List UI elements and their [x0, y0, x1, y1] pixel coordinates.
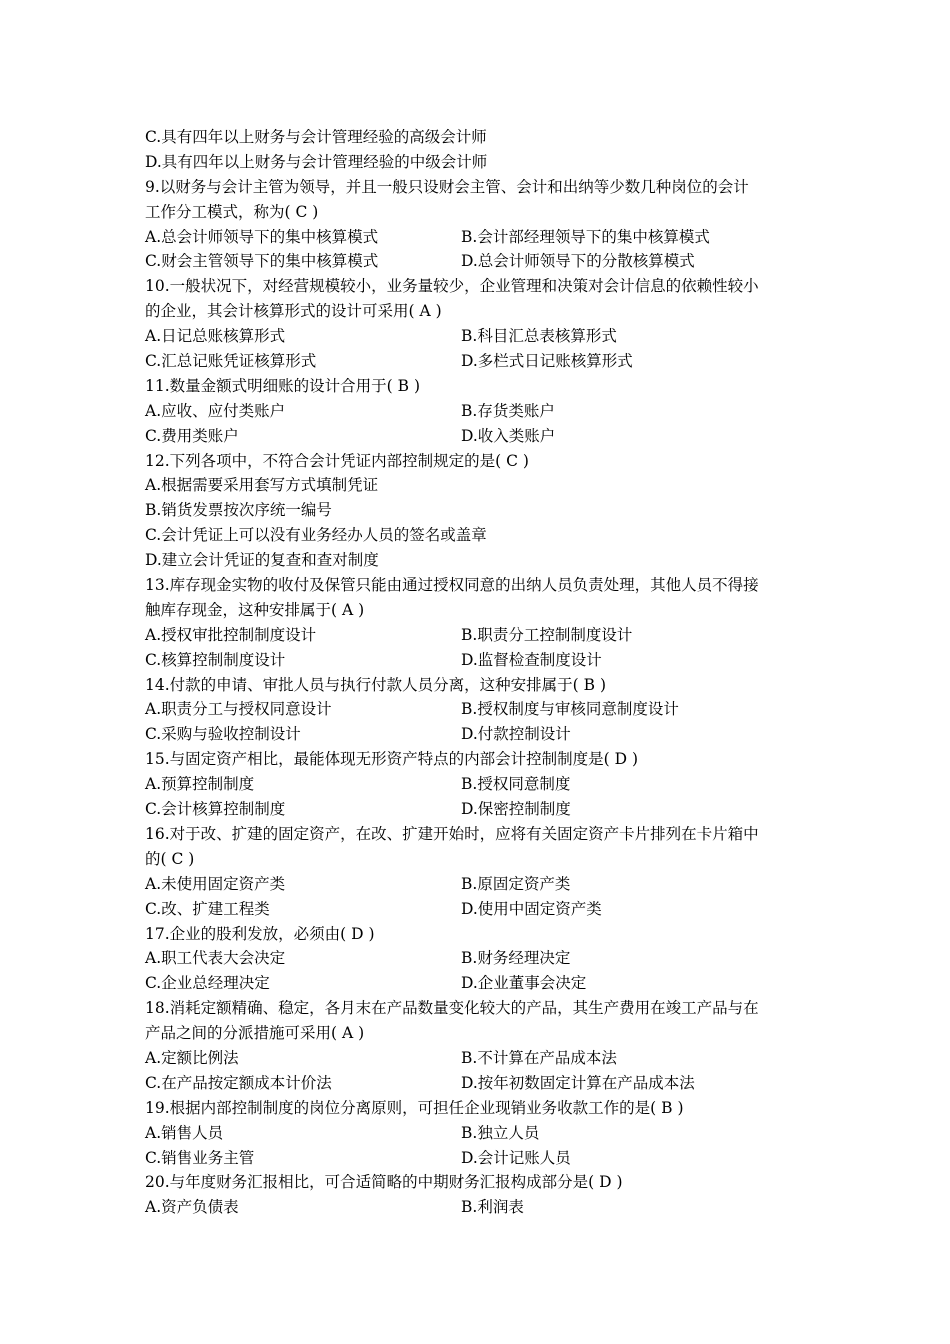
option-left: C.费用类账户 — [145, 426, 239, 445]
option-line: C.会计凭证上可以没有业务经办人员的签名或盖章 — [145, 526, 487, 545]
question-stem: 15.与固定资产相比，最能体现无形资产特点的内部会计控制制度是( D ) — [145, 750, 639, 769]
option-right: D.保密控制制度 — [461, 800, 571, 819]
option-left: C.在产品按定额成本计价法 — [145, 1073, 332, 1092]
option-left: A.日记总账核算形式 — [145, 327, 286, 346]
option-right: B.科目汇总表核算形式 — [461, 327, 617, 346]
option-row — [145, 772, 815, 797]
option-right: B.财务经理决定 — [461, 949, 571, 968]
question-stem: 9.以财务与会计主管为领导，并且一般只设财会主管、会计和出纳等少数几种岗位的会计 — [145, 177, 749, 196]
option-row — [145, 225, 815, 250]
question-stem: 触库存现金，这种安排属于( A ) — [145, 600, 365, 619]
option-right: B.职责分工控制制度设计 — [461, 625, 633, 644]
question-stem: 的( C ) — [145, 849, 195, 868]
question-stem: 10.一般状况下，对经营规模较小，业务量较少，企业管理和决策对会计信息的依赖性较小 — [145, 277, 759, 296]
option-row — [145, 1195, 815, 1220]
question-stem: 的企业，其会计核算形式的设计可采用( A ) — [145, 302, 442, 321]
option-left: A.资产负债表 — [145, 1198, 239, 1217]
option-right: D.付款控制设计 — [461, 725, 571, 744]
option-right: B.不计算在产品成本法 — [461, 1048, 617, 1067]
question-stem: 16.对于改、扩建的固定资产，在改、扩建开始时，应将有关固定资产卡片排列在卡片箱中 — [145, 824, 759, 843]
option-left: A.应收、应付类账户 — [145, 401, 286, 420]
option-row — [145, 349, 815, 374]
option-right: D.总会计师领导下的分散核算模式 — [461, 252, 695, 271]
option-row — [145, 648, 815, 673]
option-line: A.根据需要采用套写方式填制凭证 — [145, 476, 379, 495]
option-row — [145, 722, 815, 747]
option-row — [145, 1121, 815, 1146]
question-stem: 11.数量金额式明细账的设计合用于( B ) — [145, 376, 420, 395]
option-right: D.按年初数固定计算在产品成本法 — [461, 1073, 695, 1092]
option-right: B.利润表 — [461, 1198, 524, 1217]
question-block — [145, 573, 815, 673]
option-right: B.存货类账户 — [461, 401, 555, 420]
option-row — [145, 697, 815, 722]
question-block — [145, 1096, 815, 1171]
option-right: B.会计部经理领导下的集中核算模式 — [461, 227, 710, 246]
option-right: D.使用中固定资产类 — [461, 899, 602, 918]
question-stem: 工作分工模式，称为( C ) — [145, 202, 319, 221]
option-line: D.具有四年以上财务与会计管理经验的中级会计师 — [145, 152, 488, 171]
question-block — [145, 374, 815, 449]
option-row — [145, 1146, 815, 1171]
option-right: D.多栏式日记账核算形式 — [461, 352, 633, 371]
question-block — [145, 175, 815, 275]
option-row — [145, 797, 815, 822]
option-right: D.企业董事会决定 — [461, 974, 587, 993]
option-left: A.定额比例法 — [145, 1048, 239, 1067]
question-block — [145, 449, 815, 573]
option-row — [145, 946, 815, 971]
option-row — [145, 623, 815, 648]
option-row — [145, 324, 815, 349]
question-stem: 产品之间的分派措施可采用( A ) — [145, 1024, 365, 1043]
option-left: C.核算控制制度设计 — [145, 650, 286, 669]
option-left: A.职工代表大会决定 — [145, 949, 286, 968]
option-row — [145, 971, 815, 996]
question-stem: 13.库存现金实物的收付及保管只能由通过授权同意的出纳人员负责处理，其他人员不得接 — [145, 576, 759, 595]
question-stem: 12.下列各项中，不符合会计凭证内部控制规定的是( C ) — [145, 451, 529, 470]
option-right: D.会计记账人员 — [461, 1148, 571, 1167]
question-block — [145, 747, 815, 822]
option-left: C.销售业务主管 — [145, 1148, 255, 1167]
option-right: B.授权制度与审核同意制度设计 — [461, 700, 679, 719]
option-right: D.监督检查制度设计 — [461, 650, 602, 669]
document-page — [145, 125, 815, 1220]
question-stem: 14.付款的申请、审批人员与执行付款人员分离，这种安排属于( B ) — [145, 675, 606, 694]
question-block — [145, 822, 815, 922]
question-block — [145, 1170, 815, 1220]
option-left: C.财会主管领导下的集中核算模式 — [145, 252, 379, 271]
option-row — [145, 424, 815, 449]
question-stem: 19.根据内部控制制度的岗位分离原则，可担任企业现销业务收款工作的是( B ) — [145, 1098, 684, 1117]
option-row — [145, 897, 815, 922]
question-stem: 17.企业的股利发放，必须由( D ) — [145, 924, 375, 943]
option-left: A.预算控制制度 — [145, 775, 255, 794]
option-left: A.销售人员 — [145, 1123, 224, 1142]
option-row — [145, 249, 815, 274]
option-left: C.汇总记账凭证核算形式 — [145, 352, 317, 371]
option-left: C.改、扩建工程类 — [145, 899, 270, 918]
option-row — [145, 1046, 815, 1071]
option-right: B.独立人员 — [461, 1123, 540, 1142]
question-block — [145, 996, 815, 1096]
question-block — [145, 922, 815, 997]
question-stem: 18.消耗定额精确、稳定，各月末在产品数量变化较大的产品，其生产费用在竣工产品与在 — [145, 999, 759, 1018]
option-left: C.会计核算控制制度 — [145, 800, 286, 819]
question-block — [145, 274, 815, 374]
option-left: A.授权审批控制制度设计 — [145, 625, 317, 644]
option-right: B.授权同意制度 — [461, 775, 571, 794]
option-left: C.企业总经理决定 — [145, 974, 270, 993]
option-line: C.具有四年以上财务与会计管理经验的高级会计师 — [145, 128, 487, 146]
question-block — [145, 673, 815, 748]
option-row — [145, 872, 815, 897]
option-right: B.原固定资产类 — [461, 874, 571, 893]
option-left: C.采购与验收控制设计 — [145, 725, 301, 744]
option-left: A.职责分工与授权同意设计 — [145, 700, 332, 719]
option-row — [145, 399, 815, 424]
option-left: A.未使用固定资产类 — [145, 874, 286, 893]
question-stem: 20.与年度财务汇报相比，可合适简略的中期财务汇报构成部分是( D ) — [145, 1173, 623, 1192]
option-line: D.建立会计凭证的复查和查对制度 — [145, 551, 379, 570]
option-line: B.销货发票按次序统一编号 — [145, 501, 332, 520]
option-left: A.总会计师领导下的集中核算模式 — [145, 227, 379, 246]
option-right: D.收入类账户 — [461, 426, 556, 445]
option-row — [145, 1071, 815, 1096]
